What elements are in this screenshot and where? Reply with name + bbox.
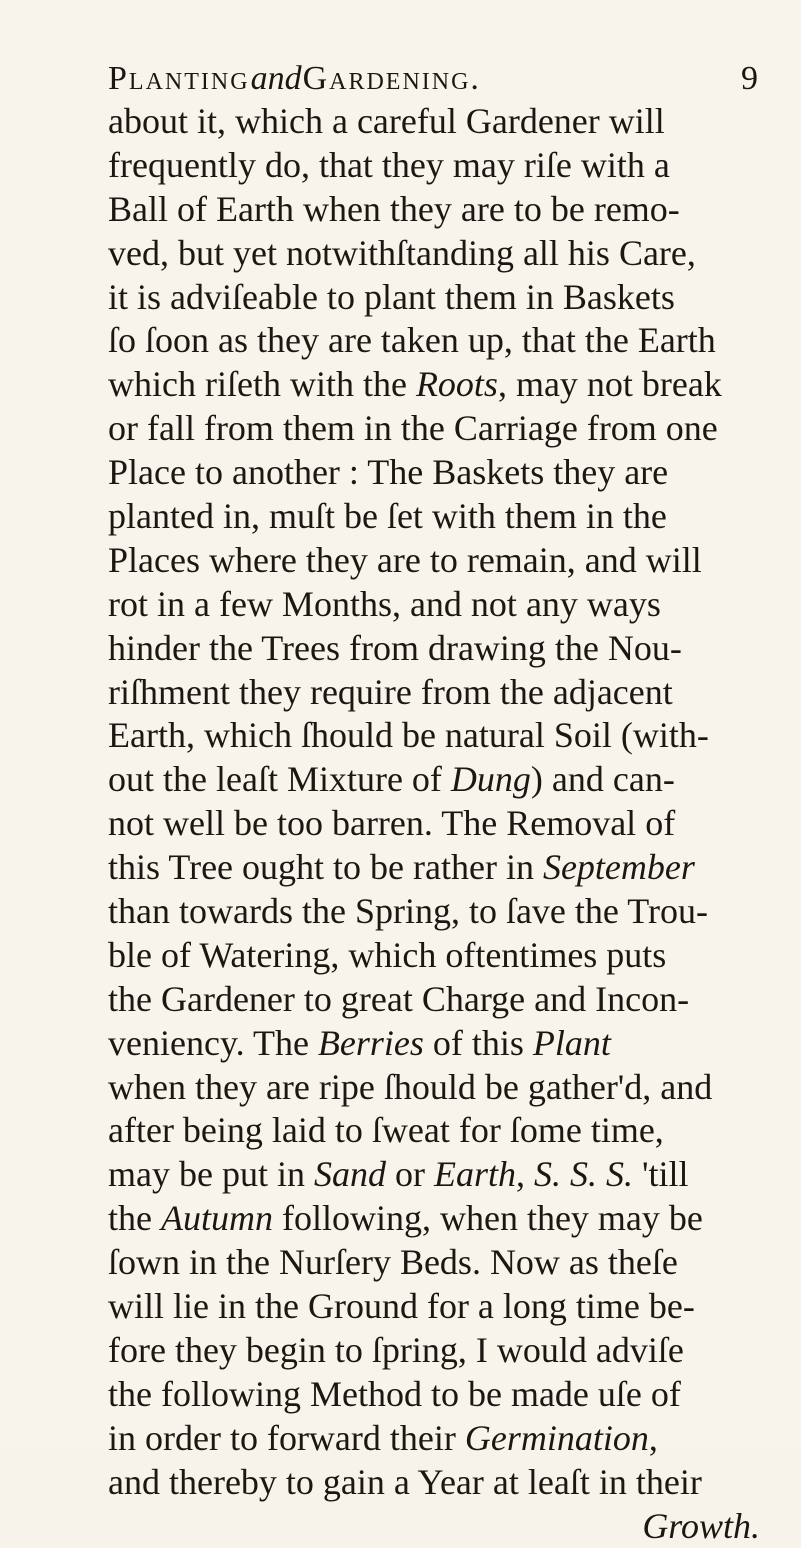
text-line: [108, 144, 768, 188]
italic-text: Sand: [314, 1154, 386, 1194]
text-segment: which riſeth with the: [108, 364, 416, 404]
italic-text: Earth: [434, 1154, 516, 1194]
text-segment: veniency. The: [108, 1023, 318, 1063]
header-title-conj: and: [251, 60, 302, 97]
text-segment: following, when they may be: [273, 1198, 703, 1238]
text-line: [108, 1417, 768, 1461]
text-line: [108, 232, 768, 276]
text-segment: Place to another : The Baskets they are: [108, 452, 668, 492]
italic-text: Plant: [533, 1023, 611, 1063]
text-line: [108, 978, 768, 1022]
italic-text: Berries: [318, 1023, 424, 1063]
text-segment: ſo ſoon as they are taken up, that the Earth: [108, 320, 716, 360]
text-line: [108, 1329, 768, 1373]
text-line: [108, 890, 768, 934]
text-line: [108, 100, 768, 144]
text-line: [108, 1109, 768, 1153]
text-segment: , may not break: [498, 364, 722, 404]
text-line: [108, 802, 768, 846]
text-segment: and thereby to gain a Year at leaſt in their: [108, 1462, 702, 1502]
italic-text: Dung: [451, 759, 531, 799]
text-segment: riſhment they require from the adjacent: [108, 672, 673, 712]
text-segment: this Tree ought to be rather in: [108, 847, 543, 887]
text-line: [108, 627, 768, 671]
text-segment: hinder the Trees from drawing the Nou-: [108, 628, 682, 668]
text-line: [108, 319, 768, 363]
text-segment: may be put in: [108, 1154, 314, 1194]
header-title-part1: Planting: [108, 60, 250, 97]
catchword: Growth.: [642, 1506, 760, 1546]
text-segment: when they are ripe ſhould be gather'd, and: [108, 1067, 712, 1107]
text-segment: or fall from them in the Carriage from one: [108, 408, 718, 448]
text-segment: it is adviſeable to plant them in Baskets: [108, 277, 675, 317]
text-segment: fore they begin to ſpring, I would adviſe: [108, 1330, 684, 1370]
text-segment: will lie in the Ground for a long time be-: [108, 1286, 695, 1326]
text-segment: Earth, which ſhould be natural Soil (with-: [108, 715, 709, 755]
text-segment: out the leaſt Mixture of: [108, 759, 451, 799]
text-line: [108, 934, 768, 978]
text-segment: frequently do, that they may riſe with a: [108, 145, 670, 185]
text-segment: after being laid to ſweat for ſome time,: [108, 1110, 664, 1150]
text-line: [108, 583, 768, 627]
text-line: [108, 1241, 768, 1285]
body-text: [108, 100, 768, 1548]
text-segment: ble of Watering, which oftentimes puts: [108, 935, 666, 975]
text-segment: about it, which a careful Gardener will: [108, 101, 665, 141]
text-line: [108, 1285, 768, 1329]
italic-text: Roots: [416, 364, 498, 404]
text-line: [108, 1373, 768, 1417]
text-segment: ſown in the Nurſery Beds. Now as theſe: [108, 1242, 678, 1282]
italic-text: September: [543, 847, 695, 887]
text-segment: the Gardener to great Charge and Incon-: [108, 979, 689, 1019]
catchword-line: [108, 1505, 768, 1548]
italic-text: Germination: [465, 1418, 649, 1458]
text-segment: ,: [516, 1154, 534, 1194]
text-segment: rot in a few Months, and not any ways: [108, 584, 661, 624]
text-line: [108, 1197, 768, 1241]
text-line: [108, 1066, 768, 1110]
text-segment: Ball of Earth when they are to be remo-: [108, 189, 680, 229]
text-line: [108, 846, 768, 890]
text-line: [108, 671, 768, 715]
header-title-part2: Gardening.: [303, 60, 481, 97]
text-segment: planted in, muſt be ſet with them in the: [108, 496, 667, 536]
text-segment: than towards the Spring, to ſave the Trou-: [108, 891, 708, 931]
italic-text: Autumn: [161, 1198, 273, 1238]
text-line: [108, 363, 768, 407]
text-line: [108, 758, 768, 802]
text-segment: of this: [424, 1023, 533, 1063]
text-line: [108, 188, 768, 232]
text-line: [108, 1461, 768, 1505]
text-segment: not well be too barren. The Removal of: [108, 803, 675, 843]
running-header: [108, 60, 758, 100]
text-segment: Places where they are to remain, and will: [108, 540, 702, 580]
page-number: 9: [741, 60, 758, 98]
text-segment: ved, but yet notwithſtanding all his Care,: [108, 233, 696, 273]
text-line: [108, 714, 768, 758]
text-segment: the: [108, 1198, 161, 1238]
italic-text: S. S. S.: [534, 1154, 633, 1194]
text-line: [108, 539, 768, 583]
text-line: [108, 1153, 768, 1197]
text-segment: ) and can-: [531, 759, 675, 799]
text-line: [108, 495, 768, 539]
text-segment: in order to forward their: [108, 1418, 465, 1458]
text-line: [108, 407, 768, 451]
text-line: [108, 1022, 768, 1066]
text-segment: ,: [649, 1418, 658, 1458]
text-segment: the following Method to be made uſe of: [108, 1374, 681, 1414]
text-segment: 'till: [633, 1154, 689, 1194]
text-segment: or: [386, 1154, 434, 1194]
text-line: [108, 451, 768, 495]
text-line: [108, 276, 768, 320]
